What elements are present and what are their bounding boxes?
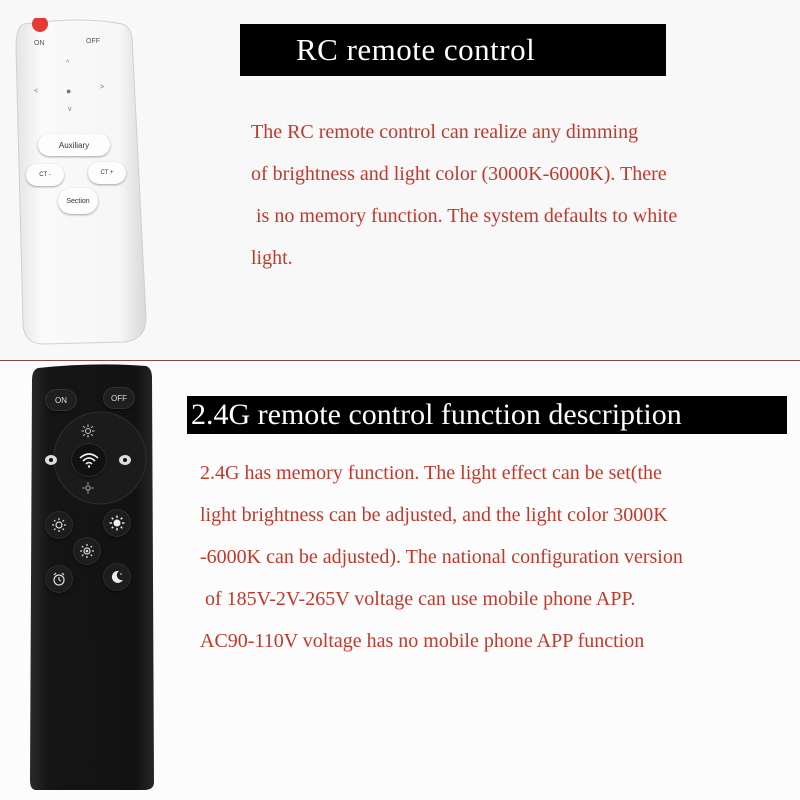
rc-description-line: The RC remote control can realize any dimming [251,121,639,143]
timer-icon [46,566,72,592]
sun-mid-icon [74,538,100,564]
sun-dim-icon [46,512,72,538]
rc-description-line: is no memory function. The system defaults to white [251,205,678,227]
24g-description [200,452,683,662]
rc-ct-minus-button: CT - [26,164,64,186]
rc-auxiliary-button: Auxiliary [38,134,110,156]
24g-on-button: ON [46,390,76,410]
rc-remote-image [14,18,160,348]
24g-off-button: OFF [104,388,134,408]
24g-description-line: -6000K can be adjusted). The national configuration version [200,546,683,568]
rc-right-icon: > [100,84,105,91]
24g-heading: 2.4G remote control function description [187,396,787,434]
24g-description-line: 2.4G has memory function. The light effect can be set(the [200,462,662,484]
night-moon-icon [104,564,130,590]
rc-section-button: Section [58,188,98,214]
rc-up-icon: ^ [66,60,70,67]
wifi-icon [72,444,106,476]
rc-left-icon: < [34,88,39,95]
rc-on-label: ON [34,40,45,47]
rc-ct-plus-button: CT + [88,162,126,184]
24g-description-line: AC90-110V voltage has no mobile phone APP function [200,630,645,652]
color-temp-left-icon [42,452,60,468]
rc-bulb-icon: ● [66,86,72,96]
24g-remote-image [28,360,164,790]
brightness-down-icon [80,480,96,496]
24g-description-line: light brightness can be adjusted, and the light color 3000K [200,504,668,526]
rc-description-line: of brightness and light color (3000K-6000K). There [251,163,667,185]
rc-description-line: light. [251,247,293,269]
rc-description [251,111,677,279]
rc-off-label: OFF [86,38,100,45]
rc-heading: RC remote control [240,24,666,76]
sun-bright-icon [104,510,130,536]
color-temp-right-icon [116,452,134,468]
24g-description-line: of 185V-2V-265V voltage can use mobile phone APP. [200,588,636,610]
brightness-up-icon [79,422,97,440]
rc-down-icon: v [68,106,72,113]
